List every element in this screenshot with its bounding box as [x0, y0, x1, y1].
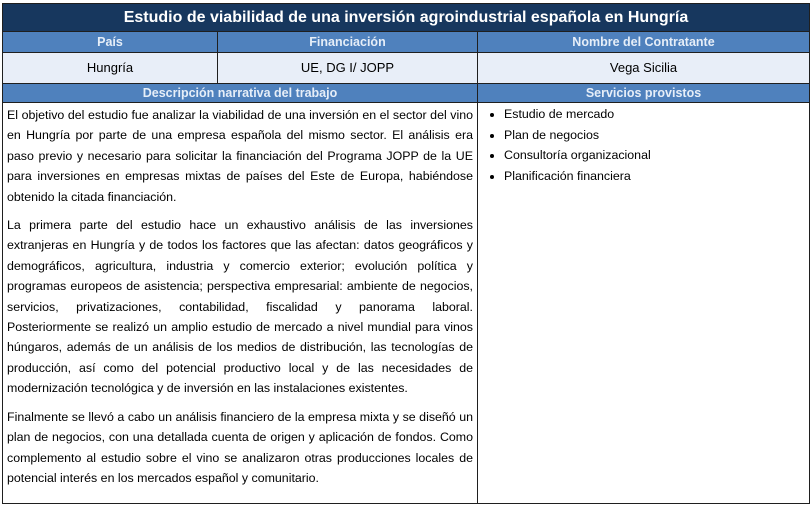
services-list: [478, 103, 809, 186]
service-item: • Consultoría organizacional: [504, 145, 809, 166]
value-financiacion: UE, DG I/ JOPP: [218, 53, 478, 83]
service-item: • Estudio de mercado: [504, 104, 809, 125]
value-contratante: Vega Sicilia: [478, 53, 809, 83]
header-servicios: Servicios provistos: [478, 84, 809, 102]
service-item: • Plan de negocios: [504, 125, 809, 146]
narrative-paragraph: El objetivo del estudio fue analizar la viabilidad de una inversión en el sector del vino en Hungría por parte de una empresa española del mismo sector. El análisis era paso previo y necesario para solicitar la financiación del Programa JOPP de la UE para inversiones en empresas mixtas de países del Este de Europa, habiéndose obtenido la citada financiación.: [7, 108, 473, 204]
header-descripcion: Descripción narrativa del trabajo: [3, 84, 478, 102]
values-row: [3, 53, 809, 84]
header-contratante: Nombre del Contratante: [478, 32, 809, 52]
header-financiacion: Financiación: [218, 32, 478, 52]
document-title: Estudio de viabilidad de una inversión agroindustrial española en Hungría: [3, 4, 809, 32]
content-row: [3, 103, 809, 503]
narrative-paragraph: La primera parte del estudio hace un exhaustivo análisis de las inversiones extranjeras en Hungría y de todos los factores que las afectan: datos geográficos y demográficos, agricultura, industria y comercio exterior; evolución política y programas europeos de asistencia; perspectiva empresarial: ambiente de negocios, servicios, privatizaciones, contabilidad, fiscalidad y panorama laboral. Posteriormente se realizó un amplio estudio de mercado a nivel mundial para vinos húngaros, además de un análisis de los medios de distribución, las tecnologías de producción, así como del potencial productivo local y de las necesidades de modernización tecnológica y de inversión en las instalaciones existentes.: [7, 218, 473, 396]
section-header-row: [3, 84, 809, 103]
value-pais: Hungría: [3, 53, 218, 83]
header-pais: País: [3, 32, 218, 52]
project-sheet: [2, 3, 810, 504]
service-item: • Planificación financiera: [504, 166, 809, 187]
services-cell: [478, 103, 809, 503]
header-row: [3, 32, 809, 53]
narrative-paragraph: Finalmente se llevó a cabo un análisis financiero de la empresa mixta y se diseñó un plan de negocios, con una detallada cuenta de origen y aplicación de fondos. Como complemento al estudio sobre el vino se analizaron otras producciones locales de potencial interés en los mercados español y comunitario.: [7, 409, 473, 485]
narrative-cell: [3, 103, 478, 503]
